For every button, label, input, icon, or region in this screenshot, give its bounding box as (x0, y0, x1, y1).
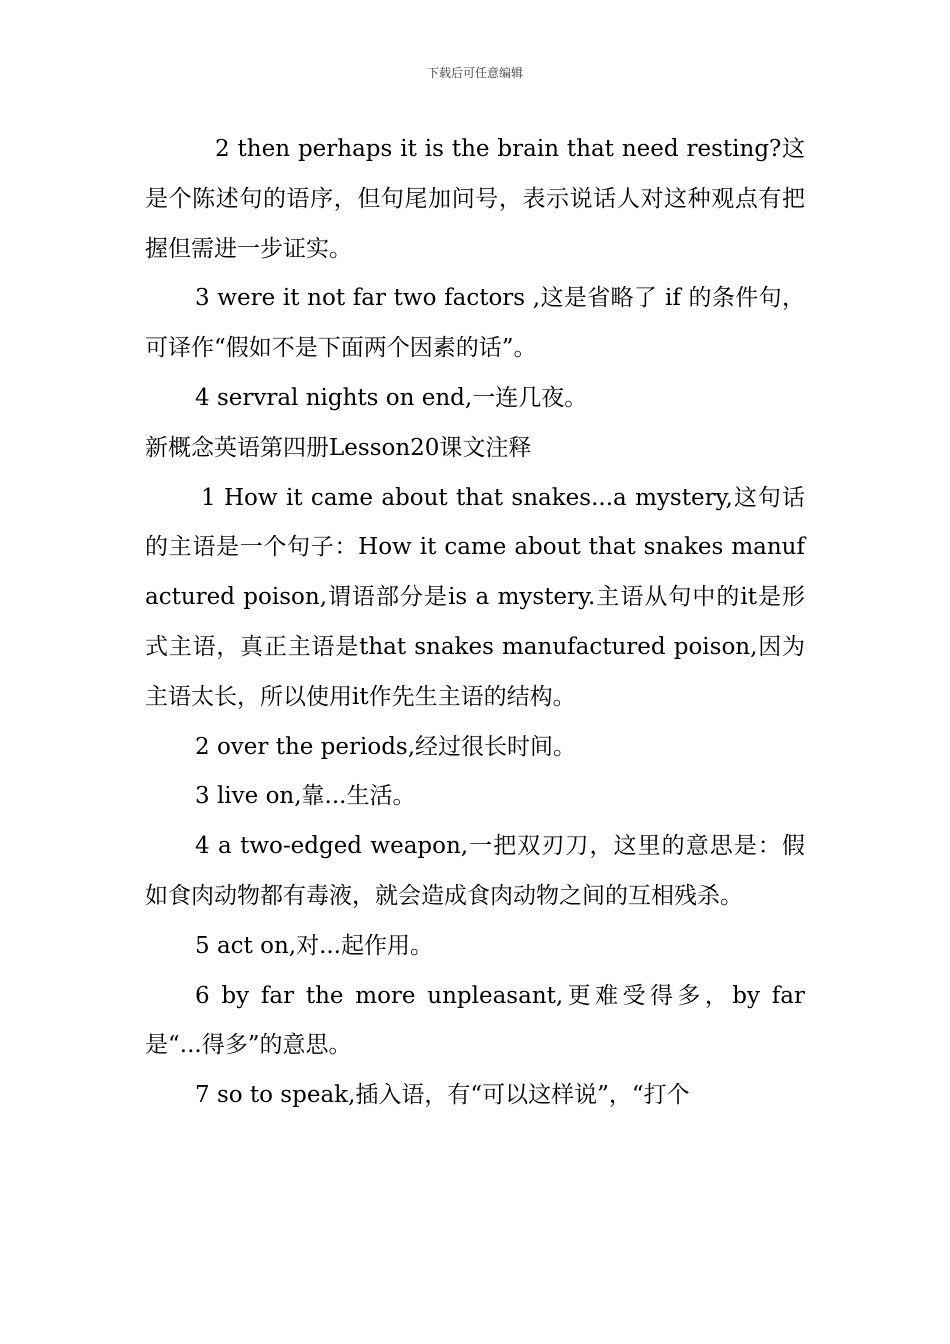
page-header-note: 下载后可任意编辑 (426, 66, 523, 80)
paragraph-lesson20-note-6: 6 by far the more unpleasant,更难受得多，by far 是“...得多”的意思。 (145, 982, 805, 1059)
document-body (145, 125, 805, 1121)
paragraph-note-4: 4 servral nights on end,一连几夜。 (195, 384, 588, 411)
paragraph-lesson20-note-3: 3 live on,靠...生活。 (195, 783, 416, 810)
paragraph-note-2: 2 then perhaps it is the brain that need resting?这是个陈述句的语序，但句尾加问号，表示说话人对这种观点有把握但需进一步证实。 (145, 136, 805, 262)
paragraph-lesson20-note-1: 1 How it came about that snakes...a mystery,这句话的主语是一个句子：How it came about that snakes manufactured poison,谓语部分是is a mystery.主语从句中的it是形式主语，真正主语是that snakes manufactured poison,因为主语太长，所以使用it作先生主语的结构。 (145, 484, 805, 710)
paragraph-lesson20-note-7: 7 so to speak,插入语，有“可以这样说”，“打个 (195, 1082, 690, 1109)
section-heading-lesson20: 新概念英语第四册Lesson20课文注释 (145, 434, 532, 461)
paragraph-lesson20-note-2: 2 over the periods,经过很长时间。 (195, 733, 577, 760)
paragraph-note-3: 3 were it not far two factors ,这是省略了 if 的条件句，可译作“假如不是下面两个因素的话”。 (145, 285, 805, 362)
paragraph-lesson20-note-5: 5 act on,对...起作用。 (195, 932, 433, 959)
paragraph-lesson20-note-4: 4 a two-edged weapon,一把双刃刀，这里的意思是：假如食肉动物都有毒液，就会造成食肉动物之间的互相残杀。 (145, 833, 805, 909)
